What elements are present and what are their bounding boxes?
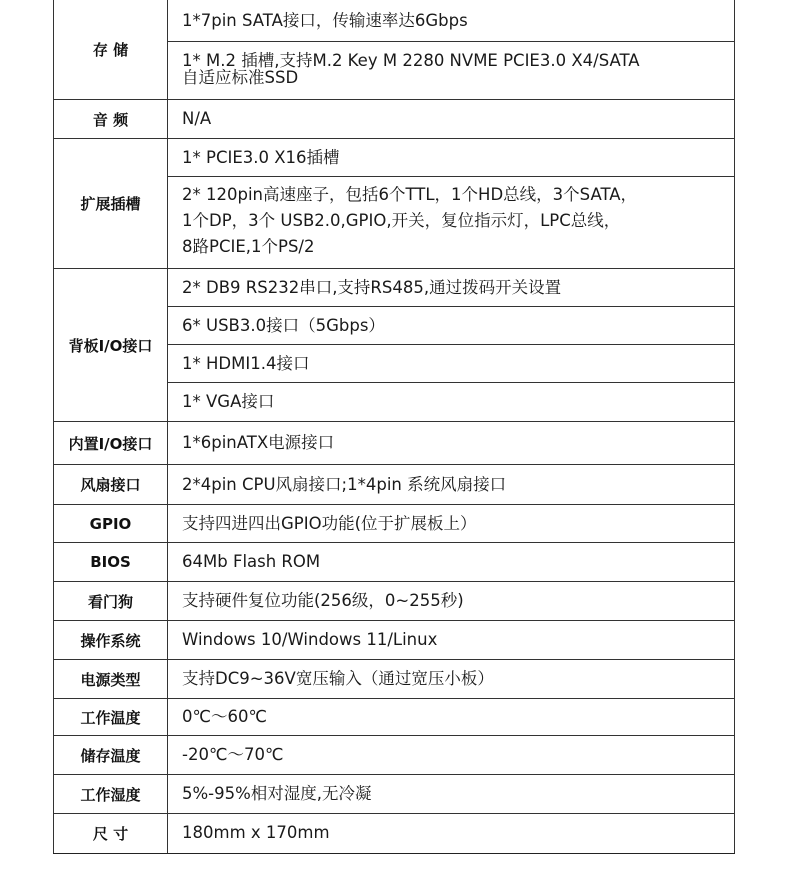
row-label: 风扇接口 [53, 465, 168, 504]
row-values [168, 660, 735, 698]
row-os [53, 621, 735, 660]
row-values [168, 139, 735, 268]
row-label: 看门狗 [53, 582, 168, 620]
value-cell: -20℃～70℃ [182, 745, 284, 764]
value-cell: 1*6pinATX电源接口 [182, 433, 335, 452]
row-label: 背板I/O接口 [53, 269, 168, 421]
value-cell: N/A [182, 109, 212, 128]
row-gpio [53, 505, 735, 543]
row-rear-io [53, 269, 735, 422]
value-cell: 支持四进四出GPIO功能(位于扩展板上） [182, 513, 477, 533]
value-cell: 5%-95%相对湿度,无冷凝 [182, 784, 372, 803]
row-expansion [53, 139, 735, 269]
row-values [168, 0, 735, 99]
row-label: 存 储 [53, 0, 168, 99]
row-values [168, 100, 735, 138]
value-cell: 1* HDMI1.4接口 [168, 345, 734, 383]
row-label: 操作系统 [53, 621, 168, 659]
row-label: 工作温度 [53, 699, 168, 735]
row-storage-temp [53, 736, 735, 775]
row-internal-io [53, 422, 735, 465]
row-label: 电源类型 [53, 660, 168, 698]
row-values [168, 582, 735, 620]
row-power [53, 660, 735, 699]
value-cell: 1* VGA接口 [182, 392, 275, 411]
row-values [168, 699, 735, 735]
row-op-temp [53, 699, 735, 736]
row-label: 内置I/O接口 [53, 422, 168, 464]
row-label: 储存温度 [53, 736, 168, 774]
value-cell: 2* 120pin高速座子，包括6个TTL，1个HD总线，3个SATA， 1个DP，3个 USB2.0,GPIO,开关，复位指示灯，LPC总线， 8路PCIE,1个PS/2 [182, 185, 638, 256]
value-cell: 2*4pin CPU风扇接口;1*4pin 系统风扇接口 [182, 474, 507, 494]
row-storage [53, 0, 735, 100]
row-values [168, 505, 735, 542]
value-cell: 支持硬件复位功能(256级，0~255秒) [182, 591, 464, 610]
row-label: 尺 寸 [53, 814, 168, 853]
value-cell: 支持DC9~36V宽压输入（通过宽压小板） [182, 669, 494, 688]
row-values [168, 736, 735, 774]
row-label: 音 频 [53, 100, 168, 138]
row-label: 扩展插槽 [53, 139, 168, 268]
value-cell: Windows 10/Windows 11/Linux [182, 630, 438, 649]
row-label: BIOS [53, 543, 168, 581]
value-cell: 0℃～60℃ [182, 707, 268, 726]
row-audio [53, 100, 735, 139]
value-cell: 6* USB3.0接口（5Gbps） [168, 307, 734, 345]
value-cell: 2* DB9 RS232串口,支持RS485,通过拨码开关设置 [168, 269, 734, 307]
row-label: GPIO [53, 505, 168, 542]
row-values [168, 269, 735, 421]
value-cell: 1* PCIE3.0 X16插槽 [168, 139, 734, 177]
row-values [168, 465, 735, 504]
row-values [168, 422, 735, 464]
value-cell: 1*7pin SATA接口，传输速率达6Gbps [168, 0, 734, 42]
row-label: 工作湿度 [53, 775, 168, 813]
row-values [168, 775, 735, 813]
row-fan [53, 465, 735, 505]
row-dimensions [53, 814, 735, 854]
row-bios [53, 543, 735, 582]
row-watchdog [53, 582, 735, 621]
row-values [168, 543, 735, 581]
row-values [168, 814, 735, 853]
row-humidity [53, 775, 735, 814]
value-cell: 1* M.2 插槽,支持M.2 Key M 2280 NVME PCIE3.0 X4/SATA 自适应标准SSD [182, 51, 640, 87]
spec-table [53, 0, 735, 854]
value-cell: 64Mb Flash ROM [182, 552, 321, 571]
row-values [168, 621, 735, 659]
value-cell: 180mm x 170mm [182, 823, 330, 842]
